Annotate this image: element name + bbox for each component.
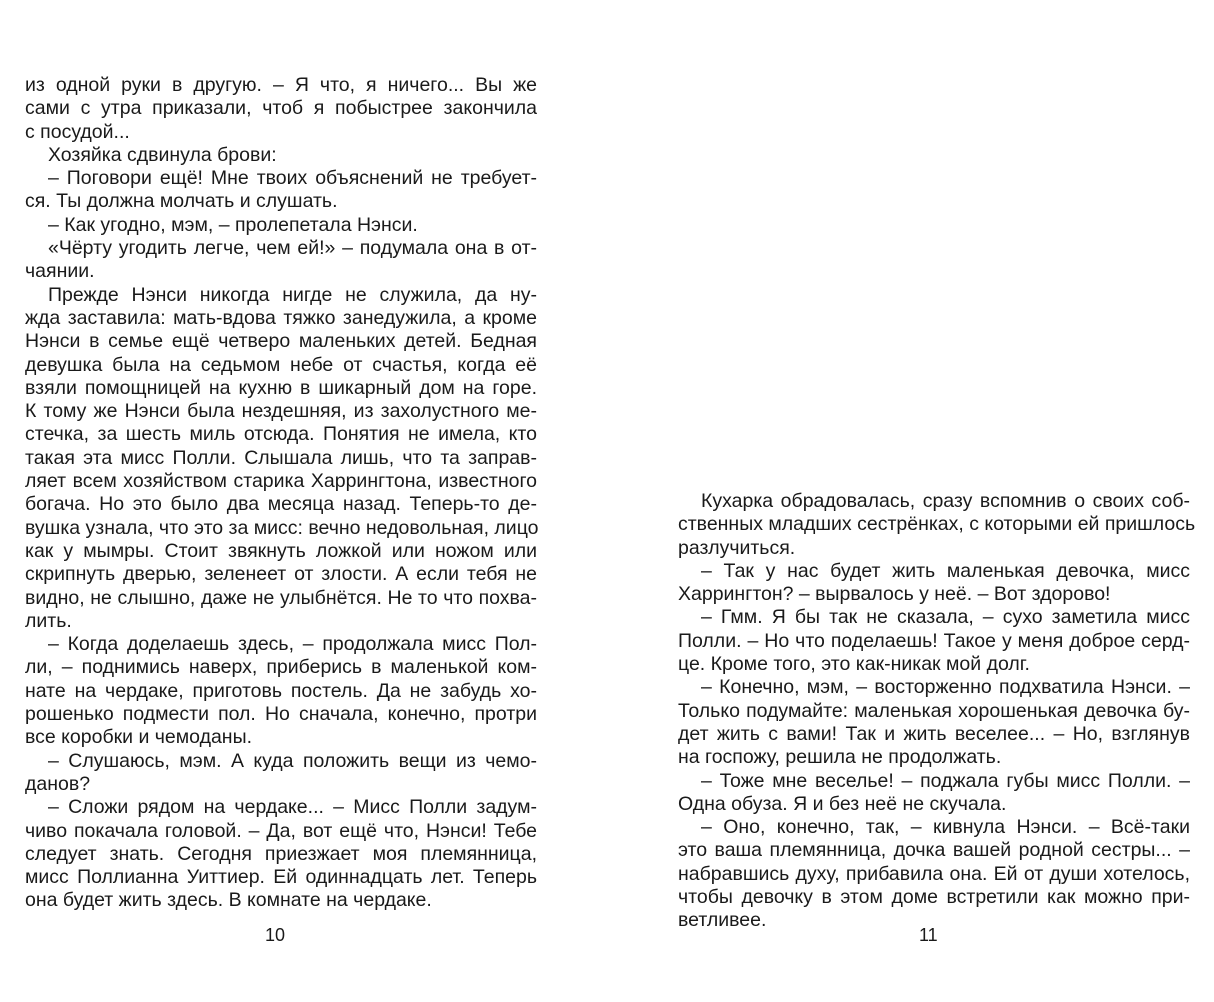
text-line: девушка была на седьмом небе от счастья, когда её [25,353,537,376]
text-line: с посудой... [25,120,130,143]
text-line: – Тоже мне веселье! – поджала губы мисс Полли. – [701,769,1190,792]
text-line: разлучиться. [678,536,796,559]
text-line: как у мымры. Стоит звякнуть ложкой или ножом или [25,539,537,562]
text-line: – Конечно, мэм, – восторженно подхватила Нэнси. – [701,676,1190,699]
text-line: – Сложи рядом на чердаке... – Мисс Полли задум- [48,796,537,819]
text-line: рошенько подмести пол. Но сначала, конечно, протри [25,703,537,726]
text-line: Полли. – Но что поделаешь! Такое у меня доброе серд- [678,629,1190,652]
text-line: Хозяйка сдвинула брови: [48,143,277,166]
text-line: мисс Поллианна Уиттиер. Ей одиннадцать лет. Теперь [25,866,537,889]
text-line: богача. Но это было два месяца назад. Теперь-то де- [25,493,537,516]
text-line: – Оно, конечно, так, – кивнула Нэнси. – Всё-таки [701,816,1190,839]
right-page [607,0,1214,1002]
text-line: ся. Ты должна молчать и слушать. [25,190,338,213]
page-number-right: 11 [919,925,938,945]
text-line: все коробки и чемоданы. [25,726,253,749]
text-line: следует знать. Сегодня приезжает моя племянница, [25,842,537,865]
text-line: скрипнуть дверью, зеленеет от злости. А если тебя не [25,563,537,586]
text-line: она будет жить здесь. В комнате на чердаке. [25,889,432,912]
text-line: Кухарка обрадовалась, сразу вспомнив о своих соб- [701,490,1190,512]
page-number-left: 10 [265,925,286,945]
text-line: – Когда доделаешь здесь, – продолжала мисс Пол- [48,633,537,656]
text-line: на госпожу, решила не продолжать. [678,746,1002,769]
text-line: дет жить с вами! Так и жить веселее... – Но, взглянув [678,722,1190,745]
text-line: такая эта мисс Полли. Слышала лишь, что та заправ- [25,446,537,469]
text-line: Нэнси в семье ещё четверо маленьких детей. Бедная [25,330,537,353]
text-line: – Гмм. Я бы так не сказала, – сухо заметила мисс [701,606,1190,629]
text-line: стечка, за шесть миль отсюда. Понятия не имела, кто [25,423,537,446]
text-line: взяли помощницей на кухню в шикарный дом на горе. [25,376,537,399]
text-line: Только подумайте: маленькая хорошенькая девочка бу- [678,699,1190,722]
text-line: – Как угодно, мэм, – пролепетала Нэнси. [48,213,418,236]
text-line: ли, – поднимись наверх, приберись в маленькой ком- [25,656,537,679]
text-line: Харрингтон? – вырвалось у неё. – Вот здорово! [678,583,1111,606]
text-line: ляет всем хозяйством старика Харрингтона, известного [25,470,537,493]
text-line: чаянии. [25,260,95,283]
text-line: ветливее. [678,909,767,932]
text-line: «Чёрту угодить легче, чем ей!» – подумала она в от- [48,237,537,260]
text-line: из одной руки в другую. – Я что, я ничего... Вы же [25,74,537,96]
text-line: – Слушаюсь, мэм. А куда положить вещи из чемо- [48,749,537,772]
text-line: видно, не слышно, даже не улыбнётся. Не то что похва- [25,586,537,609]
text-line: К тому же Нэнси была нездешняя, из захолустного ме- [25,400,537,423]
text-line: лить. [25,609,72,632]
text-line: – Поговори ещё! Мне твоих объяснений не требует- [48,167,537,190]
right-page-text [678,490,1196,933]
text-line: нате на чердаке, приготовь постель. Да не забудь хо- [25,679,537,702]
text-line: це. Кроме того, это как-никак мой долг. [678,653,1030,676]
text-line: ственных младших сестрёнках, с которыми ей пришлось [678,513,1196,536]
text-line: – Так у нас будет жить маленькая девочка, мисс [701,559,1190,582]
text-line: Прежде Нэнси никогда нигде не служила, да ну- [48,283,537,306]
text-line: сами с утра приказали, чтоб я побыстрее закончила [25,97,537,120]
text-line: набравшись духу, прибавила она. Ей от души хотелось, [678,862,1190,885]
text-line: чтобы девочку в этом доме встретили как можно при- [678,886,1190,909]
text-line: вушка узнала, что это за мисс: вечно недовольная, лицо [25,516,539,539]
text-line: Одна обуза. Я и без неё не скучала. [678,792,1007,815]
text-line: данов? [25,772,91,795]
text-line: жда заставила: мать-вдова тяжко занедужила, а кроме [25,306,537,329]
text-line: чиво покачала головой. – Да, вот ещё что, Нэнси! Тебе [25,819,537,842]
text-line: это ваша племянница, дочка вашей родной сестры... – [678,839,1190,862]
left-page-text [25,74,537,913]
